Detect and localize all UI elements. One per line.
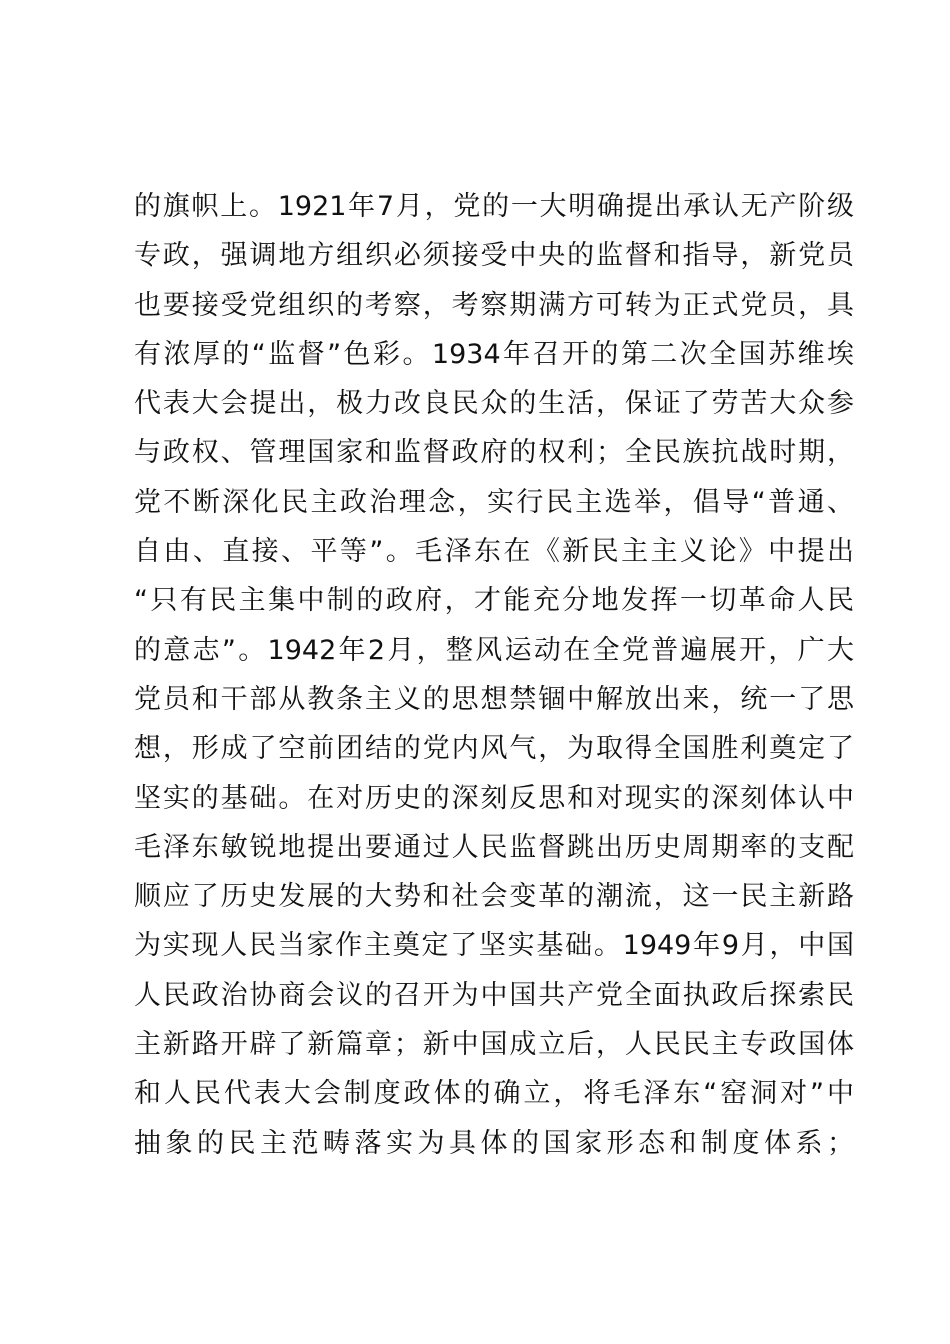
text-line: 与政权、管理国家和监督政府的权利；全民族抗战时期，	[134, 437, 854, 469]
text-line: 有浓厚的“监督”色彩。1934年召开的第二次全国苏维埃	[134, 338, 854, 370]
text-line: 党不断深化民主政治理念，实行民主选举，倡导“普通、	[134, 486, 854, 518]
text-line: 也要接受党组织的考察，考察期满方可转为正式党员，具	[134, 289, 854, 321]
text-line: “只有民主集中制的政府，才能充分地发挥一切革命人民	[134, 585, 854, 617]
text-line: 顺应了历史发展的大势和社会变革的潮流，这一民主新路	[134, 881, 854, 913]
text-line: 为实现人民当家作主奠定了坚实基础。1949年9月，中国	[134, 930, 854, 962]
text-line: 坚实的基础。在对历史的深刻反思和对现实的深刻体认中	[134, 782, 854, 814]
text-line: 专政，强调地方组织必须接受中央的监督和指导，新党员	[134, 240, 854, 272]
text-line: 和人民代表大会制度政体的确立，将毛泽东“窑洞对”中	[134, 1078, 854, 1110]
text-line: 想，形成了空前团结的党内风气，为取得全国胜利奠定了	[134, 733, 854, 765]
text-line: 的意志”。1942年2月，整风运动在全党普遍展开，广大	[134, 634, 854, 666]
text-line: 人民政治协商会议的召开为中国共产党全面执政后探索民	[134, 979, 854, 1011]
text-line: 主新路开辟了新篇章；新中国成立后，人民民主专政国体	[134, 1029, 854, 1061]
text-line: 毛泽东敏锐地提出要通过人民监督跳出历史周期率的支配	[134, 831, 854, 863]
text-line: 党员和干部从教条主义的思想禁锢中解放出来，统一了思	[134, 683, 854, 715]
body-text	[134, 182, 854, 1168]
text-line: 代表大会提出，极力改良民众的生活，保证了劳苦大众参	[134, 388, 854, 420]
text-line: 的旗帜上。1921年7月，党的一大明确提出承认无产阶级	[134, 191, 854, 222]
text-line: 抽象的民主范畴落实为具体的国家形态和制度体系；	[134, 1127, 854, 1159]
text-line: 自由、直接、平等”。毛泽东在《新民主主义论》中提出	[134, 536, 854, 568]
